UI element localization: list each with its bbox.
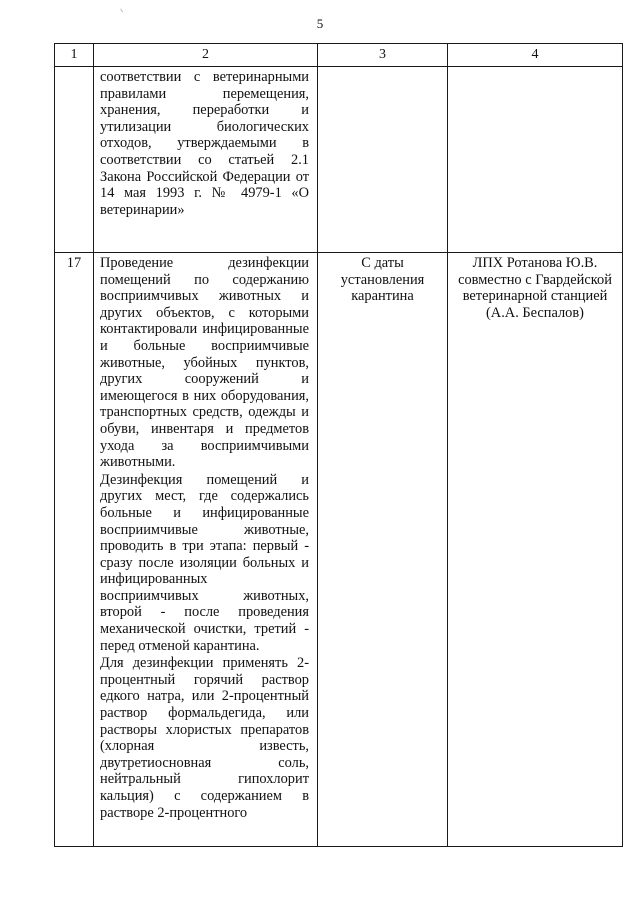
measures-table xyxy=(54,43,623,847)
measure-text: соответствии с ветеринарными правилами перемещения, хранения, переработки и утилизации биологических отходов, утверждаемыми в соответствии со статьей 2.1 Закона Российской Федерации от 14 мая 1993 г. № 4979-1 «О ветеринарии» xyxy=(100,69,309,218)
page-number: 5 xyxy=(316,16,324,31)
term-cell: С даты установления карантина xyxy=(318,253,448,847)
measure-cell xyxy=(94,67,318,253)
header-col-2: 2 xyxy=(94,44,318,67)
header-row xyxy=(55,44,623,67)
measure-paragraph-2: Дезинфекция помещений и других мест, где содержались больные и инфицированные восприимчивые животные, проводить в три этапа: первый - сразу после изоляции больных и инфицированных восприимчивых животных, второй - после проведения механической очистки, третий - перед отменой карантина. xyxy=(100,471,309,654)
row-number: 17 xyxy=(55,253,94,847)
measure-paragraph-1: Проведение дезинфекции помещений по содержанию восприимчивых животных и других объектов, с которыми контактировали инфицированные и больные восприимчивые животные, убойных пунктов, других сооружений и имеющегося в них оборудования, транспортных средств, одежды и обуви, инвентаря и предметов ухода за восприимчивыми животными. xyxy=(100,255,309,471)
header-col-4: 4 xyxy=(448,44,623,67)
scan-mark xyxy=(120,8,125,13)
table-row-continuation xyxy=(55,67,623,253)
row-number xyxy=(55,67,94,253)
term-cell xyxy=(318,67,448,253)
measure-cell xyxy=(94,253,318,847)
table-row-17 xyxy=(55,253,623,847)
measure-paragraph-3: Для дезинфекции применять 2-процентный горячий раствор едкого натра, или 2-процентный раствор формальдегида, или растворы хлористых препаратов (хлорная известь, двутретиосновная соль, нейтральный гипохлорит кальция) с содержанием в растворе 2-процентного xyxy=(100,655,309,821)
header-col-3: 3 xyxy=(318,44,448,67)
responsible-cell xyxy=(448,67,623,253)
header-col-1: 1 xyxy=(55,44,94,67)
responsible-cell: ЛПХ Ротанова Ю.В. совместно с Гвардейской ветеринарной станцией (А.А. Беспалов) xyxy=(448,253,623,847)
